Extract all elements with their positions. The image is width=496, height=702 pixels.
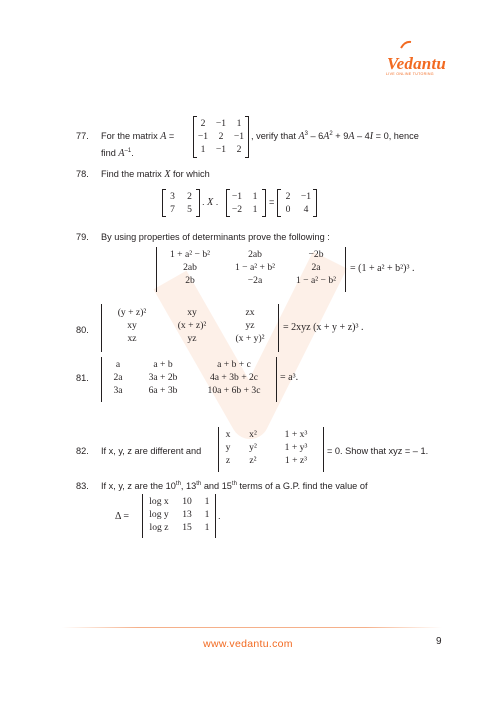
q78-text: Find the matrix X for which bbox=[101, 169, 210, 180]
q83-text: If x, y, z are the 10th, 13th and 15th terms of a G.P. find the value of bbox=[101, 481, 368, 491]
q82-number: 82. bbox=[76, 446, 89, 456]
q79-determinant: 1 + a² − b² 2ab −2b 2ab 1 − a² + b² 2a 2b −2a 1 − a² − b² bbox=[156, 247, 346, 292]
q83-number: 83. bbox=[76, 481, 89, 491]
footer-divider bbox=[62, 627, 442, 628]
q79-number: 79. bbox=[76, 232, 89, 242]
q81-determinant: a a + b a + b + c 2a 3a + 2b 4a + 3b + 2c 3a 6a + 3b 10a + 6b + 3c bbox=[101, 357, 277, 402]
q83-delta: Δ = bbox=[115, 511, 130, 522]
q81-number: 81. bbox=[76, 373, 89, 383]
q78-equals: = bbox=[269, 197, 275, 207]
q78-x: . X . bbox=[202, 197, 219, 208]
q81-rhs: = a³. bbox=[280, 372, 299, 383]
q79-rhs: = (1 + a² + b²)³ . bbox=[350, 263, 415, 274]
q78-matrix-3: 2 −1 0 4 bbox=[277, 189, 317, 217]
q79-text: By using properties of determinants prove the following : bbox=[101, 232, 330, 242]
q77-matrix bbox=[193, 116, 249, 158]
q80-number: 80. bbox=[76, 325, 89, 335]
q77-number: 77. bbox=[76, 131, 89, 141]
q77-matrix-grid: 2 −1 1 −1 2 −1 1 −1 2 bbox=[197, 118, 245, 155]
vedantu-logo bbox=[379, 38, 451, 78]
q77-verify-text: , verify that $A^3 - 6A^2 + 9A - 4I = 0$, hence bbox=[251, 131, 419, 142]
q78-matrix-2: −1 1 −2 1 bbox=[226, 189, 266, 217]
q82-determinant: x x² 1 + x³ y y² 1 + y³ z z² 1 + z³ bbox=[218, 427, 324, 472]
page-number: 9 bbox=[436, 636, 442, 647]
q78-matrix-1: 3 2 7 5 bbox=[162, 189, 200, 217]
q82-rhs: = 0. Show that xyz = – 1. bbox=[327, 446, 429, 456]
q80-determinant: (y + z)² xy zx xy (x + z)² yz xz yz (x + y)² bbox=[101, 304, 279, 352]
q77-lead: For the matrix A = bbox=[101, 131, 175, 142]
logo-tagline: LIVE ONLINE TUTORING bbox=[386, 72, 434, 76]
q83-period: . bbox=[218, 511, 221, 521]
q82-text: If x, y, z are different and bbox=[101, 446, 202, 456]
q80-rhs: = 2xyz (x + y + z)³ . bbox=[283, 322, 364, 333]
q77-line2: find $A^{-1}$. bbox=[101, 148, 134, 159]
q78-number: 78. bbox=[76, 169, 89, 179]
logo-text: Vedantu bbox=[387, 54, 447, 73]
footer-url: www.vedantu.com bbox=[203, 638, 293, 650]
q83-determinant: log x 10 1 log y 13 1 log z 15 1 bbox=[142, 494, 216, 538]
logo-swoosh-icon bbox=[399, 39, 413, 53]
